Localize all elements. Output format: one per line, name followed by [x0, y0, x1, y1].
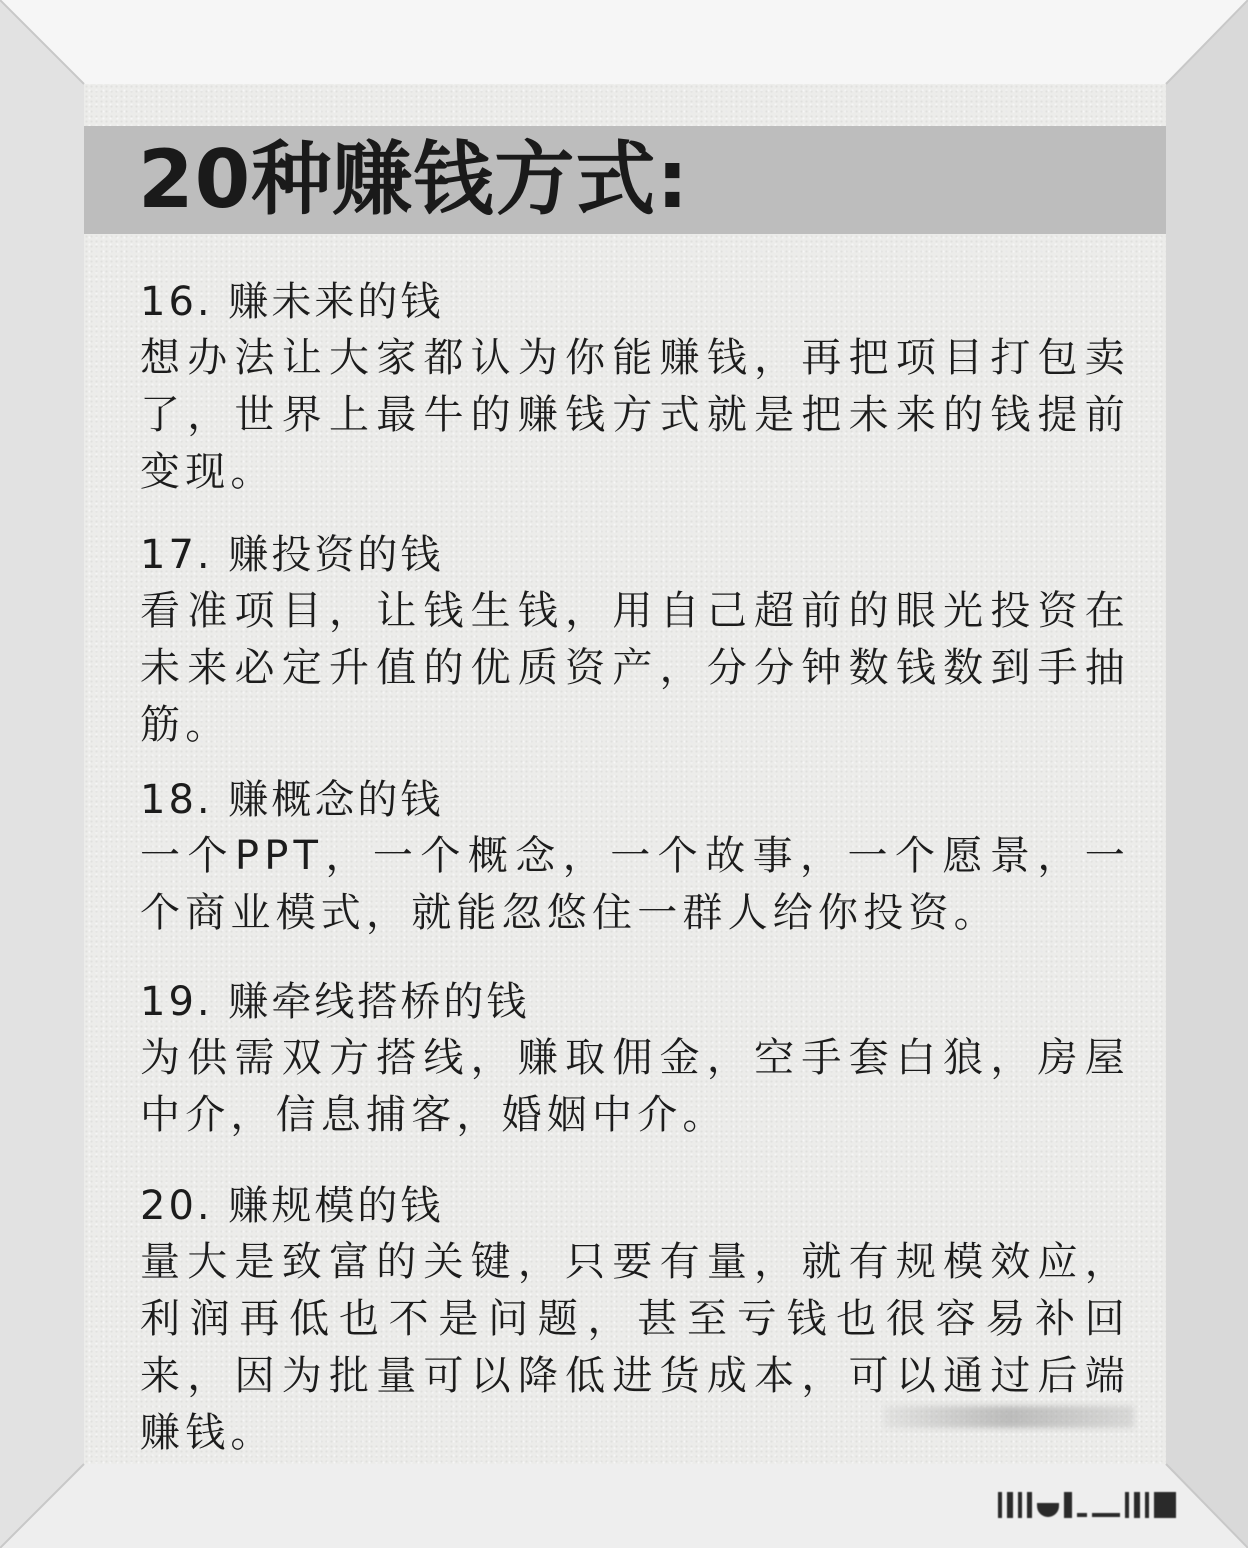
corner-watermark — [998, 1490, 1224, 1520]
section-body: 量大是致富的关键，只要有量，就有规模效应，利润再低也不是问题，甚至亏钱也很容易补回来，因为批量可以降低进货成本，可以通过后端赚钱。 — [140, 1239, 1130, 1456]
blurred-watermark — [884, 1406, 1134, 1428]
section-heading: 19. 赚牵线搭桥的钱 — [140, 979, 530, 1025]
section-body: 一个PPT，一个概念，一个故事，一个愿景，一个商业模式，就能忽悠住一群人给你投资。 — [140, 833, 1130, 936]
section-19 — [140, 974, 1130, 1144]
page-title: 20种赚钱方式: — [138, 133, 690, 226]
section-heading: 20. 赚规模的钱 — [140, 1183, 444, 1229]
section-16 — [140, 274, 1130, 501]
section-18 — [140, 772, 1130, 942]
section-body: 看准项目，让钱生钱，用自己超前的眼光投资在未来必定升值的优质资产，分分钟数钱数到手抽筋。 — [140, 588, 1130, 748]
section-body: 想办法让大家都认为你能赚钱，再把项目打包卖了，世界上最牛的赚钱方式就是把未来的钱提前变现。 — [140, 335, 1130, 495]
section-heading: 17. 赚投资的钱 — [140, 532, 444, 578]
section-heading: 16. 赚未来的钱 — [140, 279, 444, 325]
section-17 — [140, 527, 1130, 754]
section-body: 为供需双方搭线，赚取佣金，空手套白狼，房屋中介，信息捕客，婚姻中介。 — [140, 1035, 1130, 1138]
paper-card — [84, 84, 1166, 1464]
section-heading: 18. 赚概念的钱 — [140, 777, 444, 823]
